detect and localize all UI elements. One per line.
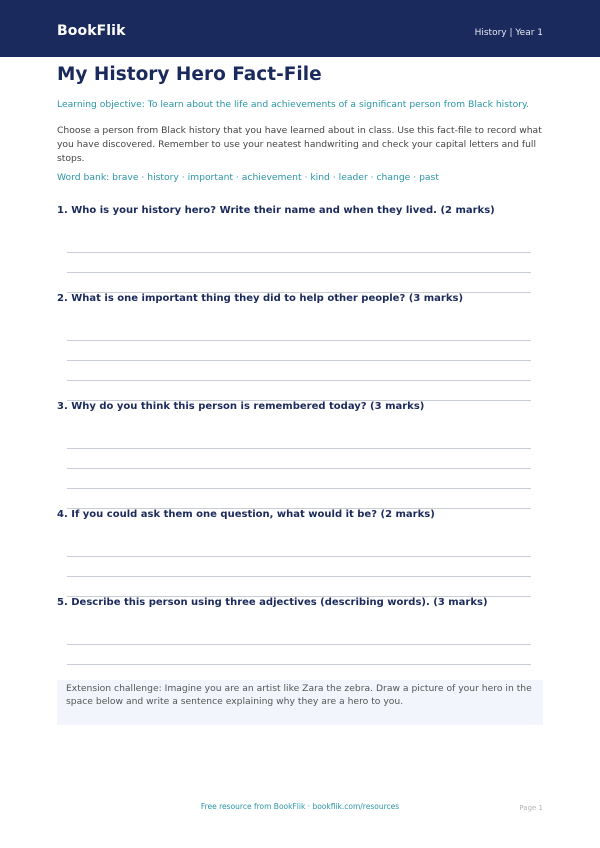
answer-line[interactable] <box>67 556 531 557</box>
answer-line[interactable] <box>67 340 531 341</box>
answer-line[interactable] <box>67 576 531 577</box>
answer-line[interactable] <box>67 252 531 253</box>
instructions: Choose a person from Black history that you have learned about in class. Use this fact-file to record what you have discovered. Remember to use your neatest handwriting and check your capital letters and full stops. <box>57 125 542 164</box>
word-bank: Word bank: brave · history · important · achievement · kind · leader · change · past <box>57 172 439 183</box>
question-4: 4. If you could ask them one question, what would it be? (2 marks) <box>57 509 435 520</box>
answer-line[interactable] <box>67 488 531 489</box>
answer-line[interactable] <box>67 448 531 449</box>
page-title: My History Hero Fact-File <box>57 64 322 85</box>
footer-link[interactable]: Free resource from BookFlik · bookflik.com/resources <box>200 802 400 811</box>
question-5: 5. Describe this person using three adjectives (describing words). (3 marks) <box>57 597 488 608</box>
learning-objective: Learning objective: To learn about the life and achievements of a significant person from Black history. <box>57 99 530 110</box>
answer-line[interactable] <box>67 360 531 361</box>
answer-line[interactable] <box>67 664 531 665</box>
question-3: 3. Why do you think this person is remembered today? (3 marks) <box>57 401 425 412</box>
answer-line[interactable] <box>67 468 531 469</box>
page-number: Page 1 <box>519 804 543 812</box>
question-2: 2. What is one important thing they did to help other people? (3 marks) <box>57 293 464 304</box>
breadcrumb: History | Year 1 <box>474 28 543 38</box>
answer-line[interactable] <box>67 644 531 645</box>
brand-logo[interactable]: BookFlik <box>57 23 126 39</box>
extension-challenge: Extension challenge: Imagine you are an artist like Zara the zebra. Draw a picture of your hero in the space below and write a sentence explaining why they are a hero to you. <box>57 680 543 725</box>
answer-line[interactable] <box>67 272 531 273</box>
answer-line[interactable] <box>67 380 531 381</box>
question-1: 1. Who is your history hero? Write their name and when they lived. (2 marks) <box>57 205 495 216</box>
header-bar <box>0 0 600 57</box>
